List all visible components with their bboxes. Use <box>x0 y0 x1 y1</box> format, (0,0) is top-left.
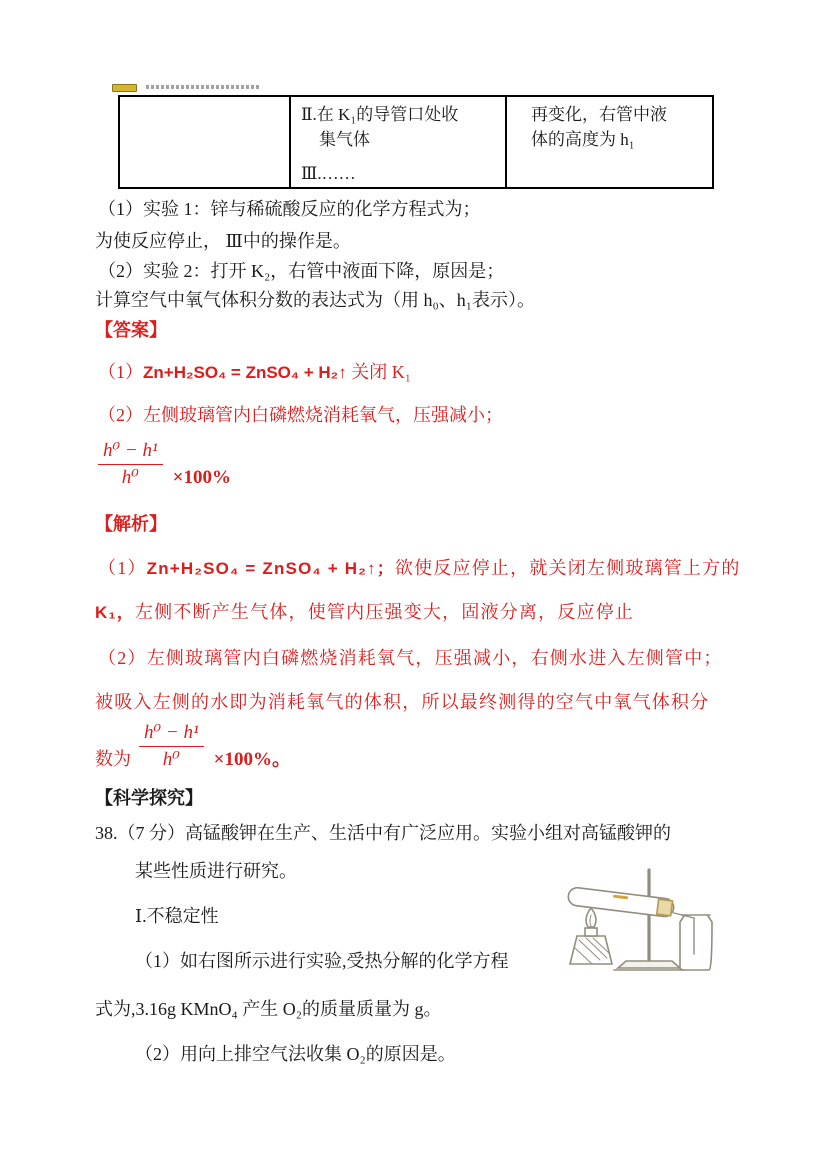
answer-item-1-prefix: （1） <box>98 362 143 382</box>
analysis-p2-line-1: （2）左侧玻璃管内白磷燃烧消耗氧气，压强减小，右侧水进入左侧管中； <box>98 648 723 668</box>
analysis-fraction <box>139 722 204 771</box>
fraction-denominator: h⁰ <box>162 749 180 770</box>
q38-sub2: （2）用向上排空气法收集 O₂的原因是。 <box>135 1044 456 1064</box>
analysis-formula-prefix: 数为 <box>95 749 131 769</box>
analysis-p1-line2-rest: 左侧不断产生气体，使管内压强变大，固液分离，反应停止 <box>134 602 635 622</box>
question-38-line-2: 某些性质进行研究。 <box>135 861 297 881</box>
question-line-2: 为使反应停止， Ⅲ中的操作是。 <box>95 231 351 251</box>
observation-line-2: 体的高度为 h₁ <box>531 130 635 149</box>
q38-sub1-line-2: 式为,3.16g KMnO₄ 产生 O₂的质量质量为 g。 <box>95 999 442 1019</box>
alcohol-lamp-icon <box>570 908 612 964</box>
analysis-p1-prefix: （1） <box>98 558 147 578</box>
gas-bottle-icon <box>680 915 712 970</box>
analysis-p1-line-1 <box>98 556 741 581</box>
fraction-times-100: ×100% <box>172 467 231 488</box>
analysis-p2-line-2: 被吸入左侧的水即为消耗氧气的体积，所以最终测得的空气中氧气体积分 <box>95 692 710 712</box>
answer-item-1-equation: Zn+H₂SO₄ = ZnSO₄ + H₂↑ <box>143 363 347 382</box>
table-cell-procedure <box>289 97 505 187</box>
answer-item-1-suffix: 关闭 K₁ <box>351 362 411 382</box>
question-38-line-1: 38.（7 分）高锰酸钾在生产、生活中有广泛应用。实验小组对高锰酸钾的 <box>95 823 671 843</box>
observation-line-1: 再变化，右管中液 <box>531 105 667 124</box>
answer-item-2: （2）左侧玻璃管内白磷燃烧消耗氧气，压强减小； <box>98 405 503 425</box>
fraction-times-100: ×100%。 <box>213 749 291 770</box>
answer-fraction <box>98 440 163 489</box>
answer-heading: 【答案】 <box>95 320 167 340</box>
flame-icon <box>586 908 596 927</box>
answer-formula <box>98 440 231 489</box>
analysis-p1-line-2 <box>95 600 634 625</box>
fraction-numerator: h⁰ − h¹ <box>98 440 163 465</box>
kmno4-heating-apparatus-figure <box>548 864 716 984</box>
stopper-icon <box>657 899 673 916</box>
q38-sub1-line-1: （1）如右图所示进行实验,受热分解的化学方程 <box>135 951 509 971</box>
test-tube-icon <box>567 887 674 918</box>
analysis-formula <box>95 722 291 771</box>
science-inquiry-heading: 【科学探究】 <box>95 788 203 808</box>
question-line-3: （2）实验 2：打开 K₂，右管中液面下降，原因是； <box>98 261 505 281</box>
table-cell-observation <box>505 97 712 187</box>
blurred-tiny-header-text <box>146 85 260 89</box>
question-line-1: （1）实验 1：锌与稀硫酸反应的化学方程式为； <box>98 199 481 219</box>
procedure-line-3: Ⅲ.…… <box>301 164 356 183</box>
procedure-line-2: 集气体 <box>319 130 370 149</box>
answer-item-1 <box>98 360 411 385</box>
analysis-heading: 【解析】 <box>95 514 167 534</box>
experiment-table <box>118 95 714 189</box>
clamp-icon <box>615 896 627 897</box>
delivery-tube-icon <box>674 913 694 954</box>
yellow-highlight-mark <box>112 84 137 92</box>
analysis-p1-suffix: 欲使反应停止，就关闭左侧玻璃管上方的 <box>394 558 741 578</box>
question-line-4: 计算空气中氧气体积分数的表达式为（用 h₀、h₁表示）。 <box>95 290 536 310</box>
fraction-numerator: h⁰ − h¹ <box>139 722 204 747</box>
part-1-title: Ⅰ.不稳定性 <box>135 906 219 926</box>
analysis-p1-line2-k1: K₁， <box>95 603 135 622</box>
procedure-line-1: Ⅱ.在 K₁的导管口处收 <box>301 105 459 124</box>
analysis-p1-equation: Zn+H₂SO₄ = ZnSO₄ + H₂↑； <box>146 559 395 578</box>
stand-base-icon <box>618 961 680 968</box>
fraction-denominator: h⁰ <box>121 467 139 488</box>
table-cell-empty <box>120 97 289 187</box>
